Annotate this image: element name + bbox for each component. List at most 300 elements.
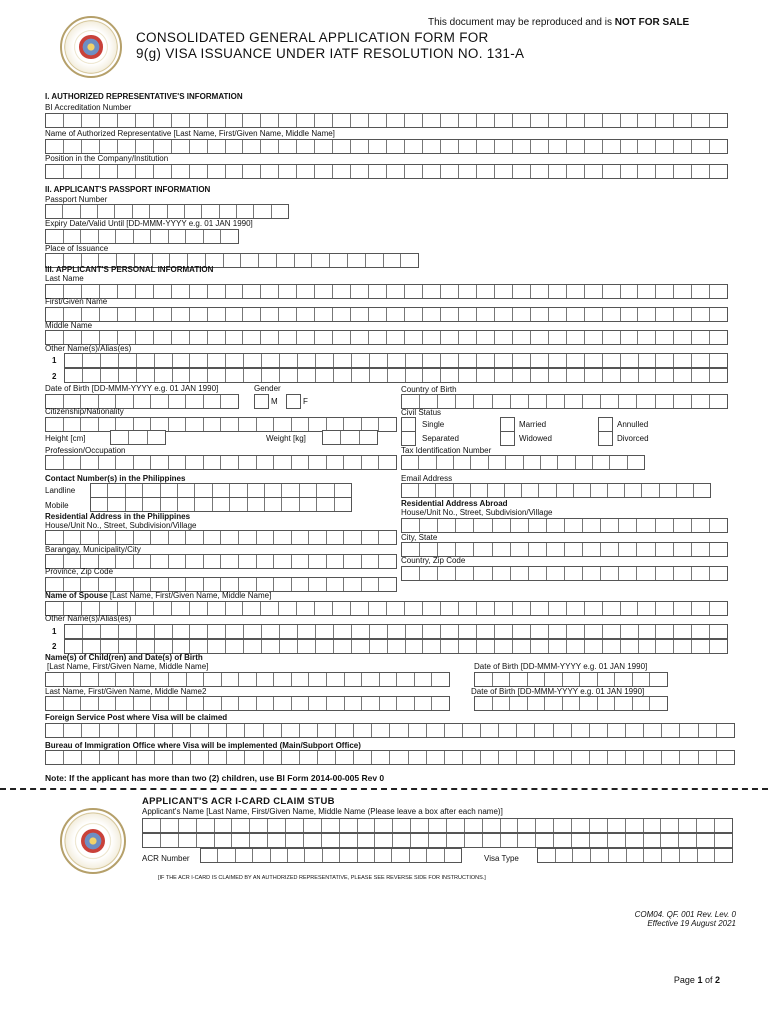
input-cell[interactable] bbox=[91, 498, 107, 511]
input-cell[interactable] bbox=[607, 819, 625, 832]
input-cell[interactable] bbox=[219, 205, 236, 218]
input-cell[interactable] bbox=[281, 484, 298, 497]
input-cell[interactable] bbox=[98, 456, 116, 469]
child1-dob-field[interactable] bbox=[474, 672, 668, 687]
input-cell[interactable] bbox=[584, 625, 602, 638]
input-cell[interactable] bbox=[405, 369, 423, 382]
input-cell[interactable] bbox=[476, 625, 494, 638]
input-cell[interactable] bbox=[655, 285, 673, 298]
input-cell[interactable] bbox=[242, 165, 260, 178]
input-cell[interactable] bbox=[679, 724, 697, 737]
input-cell[interactable] bbox=[99, 724, 117, 737]
input-cell[interactable] bbox=[555, 849, 573, 862]
input-cell[interactable] bbox=[256, 555, 274, 568]
input-cell[interactable] bbox=[584, 308, 602, 321]
input-cell[interactable] bbox=[510, 395, 528, 408]
input-cell[interactable] bbox=[168, 673, 186, 686]
input-cell[interactable] bbox=[714, 849, 732, 862]
input-cell[interactable] bbox=[361, 531, 379, 544]
input-cell[interactable] bbox=[201, 205, 218, 218]
input-cell[interactable] bbox=[509, 673, 527, 686]
input-cell[interactable] bbox=[46, 230, 63, 243]
input-cell[interactable] bbox=[135, 331, 153, 344]
input-cell[interactable] bbox=[655, 395, 673, 408]
input-cell[interactable] bbox=[260, 114, 278, 127]
input-cell[interactable] bbox=[172, 724, 190, 737]
input-cell[interactable] bbox=[135, 602, 153, 615]
input-cell[interactable] bbox=[369, 369, 387, 382]
input-cell[interactable] bbox=[135, 140, 153, 153]
input-cell[interactable] bbox=[316, 498, 333, 511]
input-cell[interactable] bbox=[618, 543, 636, 556]
input-cell[interactable] bbox=[636, 519, 654, 532]
input-cell[interactable] bbox=[643, 819, 661, 832]
input-cell[interactable] bbox=[229, 498, 246, 511]
input-cell[interactable] bbox=[178, 819, 196, 832]
input-cell[interactable] bbox=[46, 205, 62, 218]
input-cell[interactable] bbox=[660, 834, 678, 847]
input-cell[interactable] bbox=[203, 418, 221, 431]
input-cell[interactable] bbox=[115, 230, 133, 243]
input-cell[interactable] bbox=[691, 165, 709, 178]
input-cell[interactable] bbox=[99, 165, 117, 178]
input-cell[interactable] bbox=[189, 354, 207, 367]
input-cell[interactable] bbox=[655, 625, 673, 638]
input-cell[interactable] bbox=[261, 625, 279, 638]
input-cell[interactable] bbox=[225, 640, 243, 653]
input-cell[interactable] bbox=[516, 724, 534, 737]
input-cell[interactable] bbox=[637, 285, 655, 298]
input-cell[interactable] bbox=[143, 819, 160, 832]
input-cell[interactable] bbox=[476, 331, 494, 344]
input-cell[interactable] bbox=[332, 285, 350, 298]
input-cell[interactable] bbox=[115, 456, 133, 469]
input-cell[interactable] bbox=[261, 640, 279, 653]
input-cell[interactable] bbox=[168, 395, 186, 408]
input-cell[interactable] bbox=[189, 602, 207, 615]
input-cell[interactable] bbox=[214, 819, 232, 832]
input-cell[interactable] bbox=[334, 498, 351, 511]
input-cell[interactable] bbox=[308, 555, 326, 568]
input-cell[interactable] bbox=[458, 285, 476, 298]
input-cell[interactable] bbox=[203, 578, 221, 591]
input-cell[interactable] bbox=[315, 625, 333, 638]
input-cell[interactable] bbox=[404, 140, 422, 153]
input-cell[interactable] bbox=[172, 369, 190, 382]
input-cell[interactable] bbox=[267, 819, 285, 832]
input-cell[interactable] bbox=[566, 331, 584, 344]
input-cell[interactable] bbox=[273, 418, 291, 431]
input-cell[interactable] bbox=[172, 640, 190, 653]
input-cell[interactable] bbox=[378, 418, 396, 431]
input-cell[interactable] bbox=[530, 331, 548, 344]
input-cell[interactable] bbox=[207, 354, 225, 367]
input-cell[interactable] bbox=[602, 369, 620, 382]
input-cell[interactable] bbox=[142, 484, 159, 497]
input-cell[interactable] bbox=[608, 849, 626, 862]
input-cell[interactable] bbox=[154, 369, 172, 382]
input-cell[interactable] bbox=[238, 418, 256, 431]
input-cell[interactable] bbox=[63, 308, 81, 321]
input-cell[interactable] bbox=[63, 578, 81, 591]
input-cell[interactable] bbox=[115, 531, 133, 544]
input-cell[interactable] bbox=[607, 484, 624, 497]
input-cell[interactable] bbox=[118, 625, 136, 638]
input-cell[interactable] bbox=[153, 165, 171, 178]
input-cell[interactable] bbox=[118, 724, 136, 737]
input-cell[interactable] bbox=[476, 602, 494, 615]
input-cell[interactable] bbox=[709, 354, 727, 367]
input-cell[interactable] bbox=[584, 331, 602, 344]
input-cell[interactable] bbox=[414, 697, 432, 710]
input-cell[interactable] bbox=[111, 431, 128, 444]
input-cell[interactable] bbox=[673, 354, 691, 367]
single-checkbox[interactable] bbox=[401, 417, 416, 432]
input-cell[interactable] bbox=[476, 165, 494, 178]
input-cell[interactable] bbox=[655, 140, 673, 153]
input-cell[interactable] bbox=[638, 640, 656, 653]
input-cell[interactable] bbox=[242, 331, 260, 344]
input-cell[interactable] bbox=[168, 531, 186, 544]
input-cell[interactable] bbox=[440, 285, 458, 298]
input-cell[interactable] bbox=[643, 724, 661, 737]
input-cell[interactable] bbox=[492, 697, 510, 710]
input-cell[interactable] bbox=[296, 165, 314, 178]
input-cell[interactable] bbox=[564, 543, 582, 556]
input-cell[interactable] bbox=[115, 578, 133, 591]
visa-type-field[interactable] bbox=[537, 848, 733, 863]
input-cell[interactable] bbox=[150, 395, 168, 408]
input-cell[interactable] bbox=[494, 354, 512, 367]
input-cell[interactable] bbox=[229, 484, 246, 497]
input-cell[interactable] bbox=[153, 114, 171, 127]
input-cell[interactable] bbox=[263, 751, 281, 764]
input-cell[interactable] bbox=[444, 724, 462, 737]
input-cell[interactable] bbox=[260, 165, 278, 178]
height-field[interactable] bbox=[110, 430, 166, 445]
input-cell[interactable] bbox=[510, 543, 528, 556]
input-cell[interactable] bbox=[482, 819, 500, 832]
input-cell[interactable] bbox=[242, 602, 260, 615]
input-cell[interactable] bbox=[553, 819, 571, 832]
input-cell[interactable] bbox=[63, 114, 81, 127]
input-cell[interactable] bbox=[673, 285, 691, 298]
input-cell[interactable] bbox=[638, 625, 656, 638]
input-cell[interactable] bbox=[136, 369, 154, 382]
input-cell[interactable] bbox=[418, 456, 435, 469]
input-cell[interactable] bbox=[80, 673, 98, 686]
input-cell[interactable] bbox=[709, 114, 727, 127]
input-cell[interactable] bbox=[476, 308, 494, 321]
input-cell[interactable] bbox=[566, 354, 584, 367]
input-cell[interactable] bbox=[133, 673, 151, 686]
input-cell[interactable] bbox=[62, 205, 79, 218]
input-cell[interactable] bbox=[517, 834, 535, 847]
input-cell[interactable] bbox=[625, 834, 643, 847]
input-cell[interactable] bbox=[389, 751, 407, 764]
input-cell[interactable] bbox=[185, 555, 203, 568]
input-cell[interactable] bbox=[582, 395, 600, 408]
input-cell[interactable] bbox=[371, 751, 389, 764]
input-cell[interactable] bbox=[125, 484, 142, 497]
input-cell[interactable] bbox=[81, 114, 99, 127]
input-cell[interactable] bbox=[661, 849, 679, 862]
input-cell[interactable] bbox=[171, 602, 189, 615]
input-cell[interactable] bbox=[133, 531, 151, 544]
input-cell[interactable] bbox=[548, 114, 566, 127]
rep-name-field[interactable] bbox=[45, 139, 728, 154]
input-cell[interactable] bbox=[308, 531, 326, 544]
input-cell[interactable] bbox=[207, 369, 225, 382]
input-cell[interactable] bbox=[422, 331, 440, 344]
input-cell[interactable] bbox=[618, 395, 636, 408]
input-cell[interactable] bbox=[63, 724, 81, 737]
input-cell[interactable] bbox=[404, 331, 422, 344]
input-cell[interactable] bbox=[379, 697, 397, 710]
input-cell[interactable] bbox=[512, 285, 530, 298]
input-cell[interactable] bbox=[582, 567, 600, 580]
input-cell[interactable] bbox=[177, 484, 194, 497]
input-cell[interactable] bbox=[281, 724, 299, 737]
input-cell[interactable] bbox=[440, 165, 458, 178]
input-cell[interactable] bbox=[133, 555, 151, 568]
input-cell[interactable] bbox=[315, 369, 333, 382]
input-cell[interactable] bbox=[99, 751, 117, 764]
input-cell[interactable] bbox=[709, 602, 727, 615]
input-cell[interactable] bbox=[299, 498, 316, 511]
input-cell[interactable] bbox=[464, 819, 482, 832]
input-cell[interactable] bbox=[100, 369, 118, 382]
input-cell[interactable] bbox=[81, 331, 99, 344]
country-of-birth-field[interactable] bbox=[401, 394, 728, 409]
input-cell[interactable] bbox=[260, 602, 278, 615]
input-cell[interactable] bbox=[679, 751, 697, 764]
input-cell[interactable] bbox=[321, 834, 339, 847]
input-cell[interactable] bbox=[316, 484, 333, 497]
input-cell[interactable] bbox=[566, 625, 584, 638]
input-cell[interactable] bbox=[46, 308, 63, 321]
input-cell[interactable] bbox=[655, 165, 673, 178]
input-cell[interactable] bbox=[661, 751, 679, 764]
input-cell[interactable] bbox=[117, 285, 135, 298]
input-cell[interactable] bbox=[65, 354, 82, 367]
input-cell[interactable] bbox=[243, 354, 261, 367]
input-cell[interactable] bbox=[133, 697, 151, 710]
input-cell[interactable] bbox=[226, 724, 244, 737]
input-cell[interactable] bbox=[600, 519, 618, 532]
input-cell[interactable] bbox=[114, 205, 131, 218]
bi-accreditation-field[interactable] bbox=[45, 113, 728, 128]
input-cell[interactable] bbox=[584, 140, 602, 153]
input-cell[interactable] bbox=[252, 849, 269, 862]
input-cell[interactable] bbox=[602, 285, 620, 298]
input-cell[interactable] bbox=[426, 751, 444, 764]
input-cell[interactable] bbox=[584, 165, 602, 178]
input-cell[interactable] bbox=[673, 625, 691, 638]
input-cell[interactable] bbox=[46, 724, 63, 737]
input-cell[interactable] bbox=[220, 418, 238, 431]
input-cell[interactable] bbox=[285, 834, 303, 847]
input-cell[interactable] bbox=[476, 640, 494, 653]
input-cell[interactable] bbox=[475, 673, 492, 686]
input-cell[interactable] bbox=[419, 519, 437, 532]
input-cell[interactable] bbox=[387, 354, 405, 367]
input-cell[interactable] bbox=[273, 555, 291, 568]
input-cell[interactable] bbox=[426, 724, 444, 737]
input-cell[interactable] bbox=[150, 673, 168, 686]
input-cell[interactable] bbox=[548, 369, 566, 382]
input-cell[interactable] bbox=[655, 331, 673, 344]
input-cell[interactable] bbox=[63, 331, 81, 344]
input-cell[interactable] bbox=[368, 140, 386, 153]
input-cell[interactable] bbox=[244, 751, 262, 764]
input-cell[interactable] bbox=[418, 484, 435, 497]
input-cell[interactable] bbox=[374, 819, 392, 832]
input-cell[interactable] bbox=[620, 140, 638, 153]
input-cell[interactable] bbox=[225, 140, 243, 153]
input-cell[interactable] bbox=[82, 640, 100, 653]
input-cell[interactable] bbox=[240, 254, 258, 267]
input-cell[interactable] bbox=[368, 308, 386, 321]
input-cell[interactable] bbox=[626, 849, 644, 862]
input-cell[interactable] bbox=[249, 819, 267, 832]
input-cell[interactable] bbox=[602, 331, 620, 344]
input-cell[interactable] bbox=[326, 673, 344, 686]
input-cell[interactable] bbox=[673, 395, 691, 408]
input-cell[interactable] bbox=[149, 205, 166, 218]
input-cell[interactable] bbox=[510, 519, 528, 532]
input-cell[interactable] bbox=[709, 308, 727, 321]
input-cell[interactable] bbox=[46, 140, 63, 153]
input-cell[interactable] bbox=[620, 369, 638, 382]
input-cell[interactable] bbox=[410, 819, 428, 832]
input-cell[interactable] bbox=[693, 484, 710, 497]
input-cell[interactable] bbox=[584, 285, 602, 298]
input-cell[interactable] bbox=[641, 484, 658, 497]
input-cell[interactable] bbox=[440, 602, 458, 615]
input-cell[interactable] bbox=[63, 697, 81, 710]
input-cell[interactable] bbox=[386, 285, 404, 298]
input-cell[interactable] bbox=[223, 254, 241, 267]
input-cell[interactable] bbox=[235, 849, 252, 862]
input-cell[interactable] bbox=[160, 498, 177, 511]
input-cell[interactable] bbox=[296, 114, 314, 127]
input-cell[interactable] bbox=[402, 395, 419, 408]
input-cell[interactable] bbox=[386, 140, 404, 153]
input-cell[interactable] bbox=[273, 578, 291, 591]
input-cell[interactable] bbox=[422, 114, 440, 127]
input-cell[interactable] bbox=[136, 625, 154, 638]
input-cell[interactable] bbox=[673, 114, 691, 127]
input-cell[interactable] bbox=[100, 625, 118, 638]
input-cell[interactable] bbox=[133, 395, 151, 408]
input-cell[interactable] bbox=[504, 484, 521, 497]
gender-m-checkbox[interactable] bbox=[254, 394, 269, 409]
input-cell[interactable] bbox=[512, 165, 530, 178]
other-name-1-field[interactable] bbox=[64, 353, 728, 368]
input-cell[interactable] bbox=[458, 140, 476, 153]
input-cell[interactable] bbox=[81, 140, 99, 153]
input-cell[interactable] bbox=[225, 165, 243, 178]
input-cell[interactable] bbox=[285, 819, 303, 832]
input-cell[interactable] bbox=[332, 602, 350, 615]
input-cell[interactable] bbox=[590, 484, 607, 497]
input-cell[interactable] bbox=[297, 354, 315, 367]
input-cell[interactable] bbox=[207, 625, 225, 638]
input-cell[interactable] bbox=[80, 578, 98, 591]
input-cell[interactable] bbox=[353, 724, 371, 737]
spouse-other-1-field[interactable] bbox=[64, 624, 728, 639]
input-cell[interactable] bbox=[655, 519, 673, 532]
input-cell[interactable] bbox=[168, 230, 186, 243]
separated-checkbox[interactable] bbox=[401, 431, 416, 446]
input-cell[interactable] bbox=[303, 834, 321, 847]
input-cell[interactable] bbox=[238, 697, 256, 710]
input-cell[interactable] bbox=[315, 640, 333, 653]
input-cell[interactable] bbox=[186, 673, 204, 686]
input-cell[interactable] bbox=[512, 625, 530, 638]
middle-name-field[interactable] bbox=[45, 330, 728, 345]
input-cell[interactable] bbox=[553, 751, 571, 764]
input-cell[interactable] bbox=[405, 640, 423, 653]
input-cell[interactable] bbox=[437, 395, 455, 408]
input-cell[interactable] bbox=[564, 567, 582, 580]
input-cell[interactable] bbox=[636, 567, 654, 580]
input-cell[interactable] bbox=[470, 484, 487, 497]
input-cell[interactable] bbox=[333, 625, 351, 638]
input-cell[interactable] bbox=[168, 578, 186, 591]
input-cell[interactable] bbox=[160, 819, 178, 832]
input-cell[interactable] bbox=[332, 308, 350, 321]
input-cell[interactable] bbox=[46, 751, 63, 764]
input-cell[interactable] bbox=[118, 354, 136, 367]
input-cell[interactable] bbox=[203, 697, 221, 710]
input-cell[interactable] bbox=[527, 697, 545, 710]
input-cell[interactable] bbox=[335, 724, 353, 737]
input-cell[interactable] bbox=[308, 578, 326, 591]
input-cell[interactable] bbox=[562, 697, 580, 710]
input-cell[interactable] bbox=[378, 555, 396, 568]
input-cell[interactable] bbox=[297, 640, 315, 653]
input-cell[interactable] bbox=[117, 165, 135, 178]
input-cell[interactable] bbox=[673, 519, 691, 532]
input-cell[interactable] bbox=[602, 165, 620, 178]
input-cell[interactable] bbox=[546, 519, 564, 532]
input-cell[interactable] bbox=[256, 531, 274, 544]
input-cell[interactable] bbox=[350, 165, 368, 178]
input-cell[interactable] bbox=[655, 354, 673, 367]
input-cell[interactable] bbox=[333, 640, 351, 653]
input-cell[interactable] bbox=[371, 724, 389, 737]
input-cell[interactable] bbox=[649, 697, 667, 710]
input-cell[interactable] bbox=[709, 395, 727, 408]
input-cell[interactable] bbox=[597, 673, 615, 686]
input-cell[interactable] bbox=[512, 354, 530, 367]
input-cell[interactable] bbox=[492, 673, 510, 686]
input-cell[interactable] bbox=[369, 640, 387, 653]
input-cell[interactable] bbox=[278, 285, 296, 298]
input-cell[interactable] bbox=[299, 751, 317, 764]
input-cell[interactable] bbox=[691, 567, 709, 580]
input-cell[interactable] bbox=[540, 456, 557, 469]
input-cell[interactable] bbox=[207, 640, 225, 653]
input-cell[interactable] bbox=[332, 331, 350, 344]
input-cell[interactable] bbox=[281, 498, 298, 511]
input-cell[interactable] bbox=[153, 140, 171, 153]
input-cell[interactable] bbox=[602, 354, 620, 367]
input-cell[interactable] bbox=[99, 331, 117, 344]
input-cell[interactable] bbox=[655, 640, 673, 653]
